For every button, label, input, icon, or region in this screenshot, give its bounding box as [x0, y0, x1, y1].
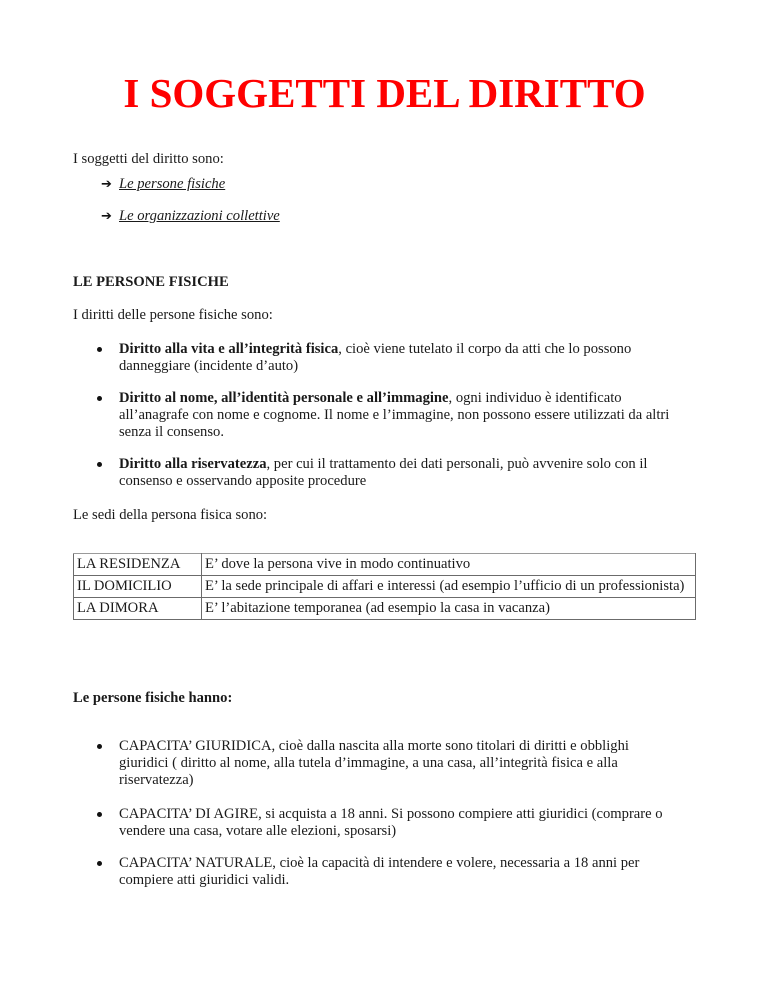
bullet-icon — [73, 456, 119, 490]
intro-paragraph: I soggetti del diritto sono: — [73, 151, 224, 167]
table-row — [74, 576, 696, 598]
subject-item-persone-fisiche[interactable] — [101, 176, 225, 193]
rights-list-item — [73, 341, 673, 375]
capacity-text: CAPACITA’ NATURALE, cioè la capacità di intendere e volere, necessaria a 18 anni per compiere atti giuridici validi. — [119, 855, 640, 888]
table-cell-term: IL DOMICILIO — [74, 576, 202, 598]
bullet-icon — [73, 738, 119, 789]
subject-item-organizzazioni-collettive[interactable] — [101, 208, 280, 225]
capacities-heading: Le persone fisiche hanno: — [73, 690, 233, 706]
rights-item-bold: Diritto al nome, all’identità personale e all’immagine — [119, 390, 449, 406]
rights-item-rest: , cioè viene tutelato il corpo da atti che lo possono danneggiare (incidente d’auto) — [119, 341, 632, 374]
table-cell-definition: E’ la sede principale di affari e interessi (ad esempio l’ufficio di un professionista) — [202, 576, 696, 598]
table-row — [74, 554, 696, 576]
bullet-icon — [73, 390, 119, 441]
link-organizzazioni-collettive[interactable]: Le organizzazioni collettive — [119, 208, 280, 224]
bullet-icon — [73, 806, 119, 840]
table-cell-definition: E’ l’abitazione temporanea (ad esempio la casa in vacanza) — [202, 598, 696, 620]
rights-item-text — [119, 456, 673, 490]
table-row — [74, 598, 696, 620]
document-title: I SOGGETTI DEL DIRITTO — [123, 70, 646, 116]
bullet-icon — [73, 341, 119, 375]
seats-intro: Le sedi della persona fisica sono: — [73, 507, 268, 523]
rights-list-item — [73, 390, 673, 441]
section-heading-persone-fisiche: LE PERSONE FISICHE — [73, 274, 229, 290]
arrow-right-icon: ➔ — [101, 209, 112, 224]
link-persone-fisiche[interactable]: Le persone fisiche — [119, 176, 226, 192]
rights-item-rest: , per cui il trattamento dei dati personali, può avvenire solo con il consenso e osservando apposite procedure — [119, 456, 648, 489]
rights-item-rest: , ogni individuo è identificato all’anagrafe con nome e cognome. Il nome e l’immagine, non possono essere utilizzati da altri senza il consenso. — [119, 390, 670, 440]
capacities-list-item — [73, 806, 673, 840]
table-cell-term: LA DIMORA — [74, 598, 202, 620]
table-cell-definition: E’ dove la persona vive in modo continuativo — [202, 554, 696, 576]
rights-item-bold: Diritto alla vita e all’integrità fisica — [119, 341, 339, 357]
bullet-icon — [73, 855, 119, 889]
capacity-text: CAPACITA’ GIURIDICA, cioè dalla nascita alla morte sono titolari di diritti e obblighi giuridici ( diritto al nome, alla tutela d’immagine, a una casa, all’integrità fisica e alla riservatezza) — [119, 738, 629, 788]
rights-intro: I diritti delle persone fisiche sono: — [73, 307, 273, 323]
capacity-text: CAPACITA’ DI AGIRE, si acquista a 18 anni. Si possono compiere atti giuridici (comprare o vendere una casa, votare alle elezioni, sposarsi) — [119, 806, 663, 839]
rights-list-item — [73, 456, 673, 490]
rights-item-bold: Diritto alla riservatezza — [119, 456, 267, 472]
arrow-right-icon: ➔ — [101, 177, 112, 192]
seats-table — [73, 553, 696, 620]
rights-item-text — [119, 341, 673, 375]
capacities-list-item — [73, 738, 673, 789]
rights-item-text — [119, 390, 673, 441]
table-cell-term: LA RESIDENZA — [74, 554, 202, 576]
capacities-list-item — [73, 855, 673, 889]
